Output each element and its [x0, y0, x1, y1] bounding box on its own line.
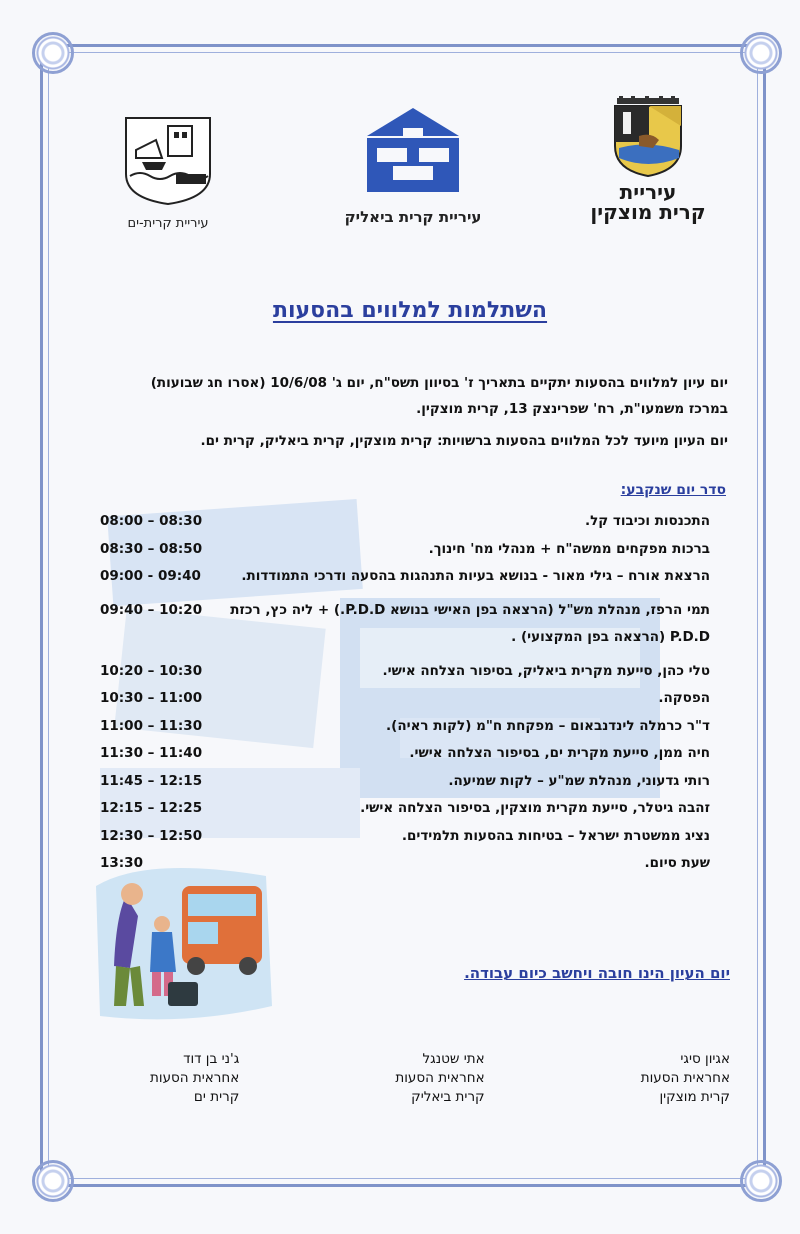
corner-ornament: [32, 1160, 74, 1202]
bus-illustration: [86, 856, 276, 1026]
schedule-time: 09:00 - 09:40: [100, 568, 201, 584]
schedule-time: 08:30 – 08:50: [100, 540, 203, 557]
signature-name: אגיון סיגי: [680, 1051, 730, 1067]
schedule-description: הפסקה.: [658, 690, 710, 706]
bialik-name: עיריית קרית ביאליק: [344, 208, 482, 226]
schedule-row: [100, 713, 730, 741]
schedule-description: הרצאת אורח – גילי מאור - בנושא בעיות התנהגות בהסעה ודרכי התמודדות.: [241, 568, 710, 584]
corner-ornament: [740, 32, 782, 74]
signature-motzkin: [641, 1050, 730, 1107]
signature-role: אחראית הסעות: [150, 1070, 240, 1086]
schedule-row: [100, 768, 730, 796]
schedule-time: 12:15 – 12:25: [100, 800, 203, 816]
page-title: השתלמות למלווים בהסעות: [272, 298, 548, 323]
corner-ornament: [740, 1160, 782, 1202]
schedule-row: [100, 740, 730, 768]
schedule-description: זהבה גיטלר, סייעת מקרית מוצקין, בסיפור הצלחה אישי.: [360, 800, 710, 816]
kiryat-yam-logo: [110, 114, 226, 231]
schedule-time: 11:45 – 12:15: [100, 772, 203, 789]
schedule-description: שעת סיום.: [644, 855, 710, 871]
signature-block: [150, 1050, 730, 1107]
corner-ornament: [32, 32, 74, 74]
schedule-description: חיה ממן, סייעת מקרית ים, בסיפור הצלחה אישי.: [409, 745, 710, 761]
signature-bialik: [395, 1050, 484, 1107]
schedule-time: 11:30 – 11:40: [100, 745, 203, 761]
motzkin-emblem-icon: [609, 96, 687, 178]
signature-role: אחראית הסעות: [395, 1070, 485, 1086]
signature-city: קרית ים: [193, 1089, 240, 1105]
schedule-time: 08:00 – 08:30: [100, 513, 203, 529]
schedule-row: [100, 823, 730, 851]
yam-name: עיריית קרית-ים: [127, 216, 209, 231]
schedule-row: [100, 658, 730, 686]
bialik-emblem-icon: [363, 106, 463, 194]
kiryat-bialik-logo: [318, 106, 508, 226]
intro-line-location: במרכז משמעו"ת, רח' שפרינצק 13, קרית מוצקין.: [416, 401, 728, 417]
motzkin-name-line2: קרית מוצקין: [590, 200, 706, 224]
schedule-row: [100, 685, 730, 713]
schedule-row: [100, 536, 730, 564]
intro-line-date: יום עיון למלווים בהסעות יתקיים בתאריך ז' בסיוון תשס"ח, יום ג' 10/6/08 (אסרו חג שבועות): [150, 375, 728, 391]
mandatory-attendance-note: יום העיון הינו חובה ויחשב כיום עבודה.: [464, 964, 730, 982]
schedule-description: ברכות מפקחים ממשה"ח + מנהלי מח' חינוך.: [428, 540, 710, 557]
signature-city: קרית ביאליק: [411, 1089, 485, 1105]
schedule-description: נציג ממשטרת ישראל – בטיחות בהסעות תלמידים.: [401, 827, 710, 844]
schedule-time: 12:30 – 12:50: [100, 827, 203, 844]
schedule-row: [100, 597, 730, 652]
schedule-description: רותי גדעוני, מנהלת שמ"ע – לקות שמיעה.: [448, 772, 710, 789]
intro-text: [88, 370, 728, 454]
schedule-description: טלי כהן, סייעת מקרית ביאליק, בסיפור הצלחה אישי.: [382, 662, 710, 679]
schedule-heading: סדר יום שנקבע:: [620, 482, 726, 498]
yam-emblem-icon: [122, 114, 214, 206]
schedule-row: [100, 508, 730, 536]
signature-name: אתי שטנגל: [422, 1051, 485, 1067]
schedule-description: ד"ר כרמלה לינדנבאום – מפקחת ח"מ (לקות ראיה).: [386, 717, 710, 734]
signature-name: ג'ני בן דוד: [183, 1051, 240, 1067]
schedule-list: [100, 508, 730, 878]
schedule-time: 10:20 – 10:30: [100, 662, 203, 679]
kiryat-motzkin-logo: [578, 96, 718, 222]
signature-city: קרית מוצקין: [659, 1089, 730, 1105]
schedule-time: 10:30 – 11:00: [100, 690, 203, 706]
intro-line-audience: יום העיון מיועד לכל המלווים בהסעות ברשויות: קרית מוצקין, קרית ביאליק, קרית ים.: [200, 433, 728, 449]
schedule-description: התכנסות וכיבוד קל.: [585, 513, 710, 529]
schedule-row: [100, 795, 730, 823]
schedule-row: [100, 563, 730, 591]
schedule-time: 13:30: [100, 855, 143, 871]
motzkin-name-line1: עיריית: [619, 180, 677, 204]
signature-yam: [150, 1050, 239, 1107]
schedule-time: 09:40 – 10:20: [100, 601, 203, 618]
schedule-description: תמי הרפז, מנהלת מש"ל (הרצאה בפן האישי בנושא P.D.D.) + ליה כץ, רכזת P.D.D (הרצאה בפן המקצועי) .: [230, 601, 710, 645]
schedule-time: 11:00 – 11:30: [100, 717, 203, 734]
signature-role: אחראית הסעות: [640, 1070, 730, 1086]
